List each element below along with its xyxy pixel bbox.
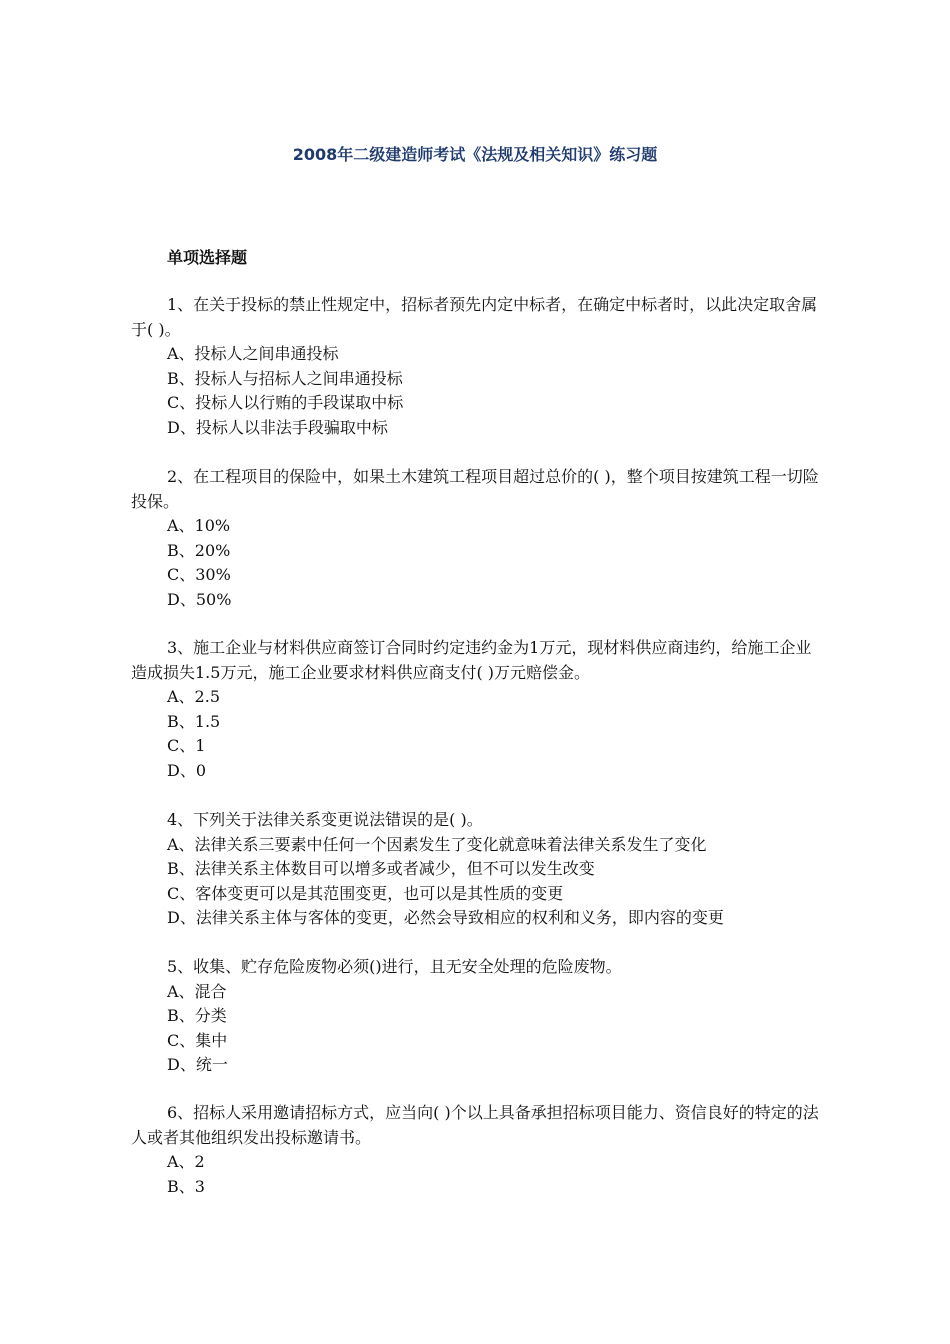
question-2	[131, 465, 821, 612]
section-heading: 单项选择题	[167, 248, 248, 267]
option-d: D、50%	[167, 589, 232, 609]
question-stem: 3、施工企业与材料供应商签订合同时约定违约金为1万元，现材料供应商违约，给施工企业造成损失1.5万元，施工企业要求材料供应商支付( )万元赔偿金。	[131, 638, 812, 682]
option-c: C、集中	[167, 1030, 228, 1050]
question-stem: 1、在关于投标的禁止性规定中，招标者预先内定中标者，在确定中标者时，以此决定取舍属于( )。	[131, 295, 818, 339]
option-a: A、10%	[167, 516, 231, 535]
option-b: B、1.5	[167, 711, 221, 731]
question-stem: 2、在工程项目的保险中，如果土木建筑工程项目超过总价的( )，整个项目按建筑工程一切险投保。	[131, 467, 819, 511]
option-c: C、投标人以行贿的手段谋取中标	[167, 393, 404, 412]
option-b: B、分类	[167, 1006, 227, 1025]
question-5	[131, 955, 821, 1078]
question-6	[131, 1101, 821, 1199]
option-b: B、20%	[167, 540, 231, 560]
question-stem: 4、下列关于法律关系变更说法错误的是( )。	[167, 810, 483, 829]
option-d: D、0	[167, 760, 207, 780]
option-b: B、法律关系主体数目可以增多或者减少，但不可以发生改变	[167, 859, 595, 878]
option-a: A、投标人之间串通投标	[167, 344, 339, 363]
option-a: A、混合	[167, 981, 227, 1001]
option-c: C、客体变更可以是其范围变更，也可以是其性质的变更	[167, 883, 564, 903]
option-a: A、法律关系三要素中任何一个因素发生了变化就意味着法律关系发生了变化	[167, 834, 707, 854]
question-4	[131, 808, 821, 931]
option-b: B、3	[167, 1176, 205, 1196]
page-title: 2008年二级建造师考试《法规及相关知识》练习题	[292, 145, 658, 164]
question-3	[131, 636, 821, 783]
question-stem: 5、收集、贮存危险废物必须()进行，且无安全处理的危险废物。	[167, 957, 622, 976]
option-c: C、30%	[167, 565, 231, 584]
option-d: D、投标人以非法手段骗取中标	[167, 417, 388, 437]
option-c: C、1	[167, 736, 206, 755]
option-a: A、2.5	[167, 687, 221, 706]
option-d: D、统一	[167, 1055, 228, 1074]
option-a: A、2	[167, 1152, 205, 1171]
option-b: B、投标人与招标人之间串通投标	[167, 368, 403, 388]
question-1	[131, 293, 821, 440]
option-d: D、法律关系主体与客体的变更，必然会导致相应的权利和义务，即内容的变更	[167, 908, 724, 927]
question-stem: 6、招标人采用邀请招标方式，应当向( )个以上具备承担招标项目能力、资信良好的特定的法人或者其他组织发出投标邀请书。	[131, 1103, 819, 1147]
